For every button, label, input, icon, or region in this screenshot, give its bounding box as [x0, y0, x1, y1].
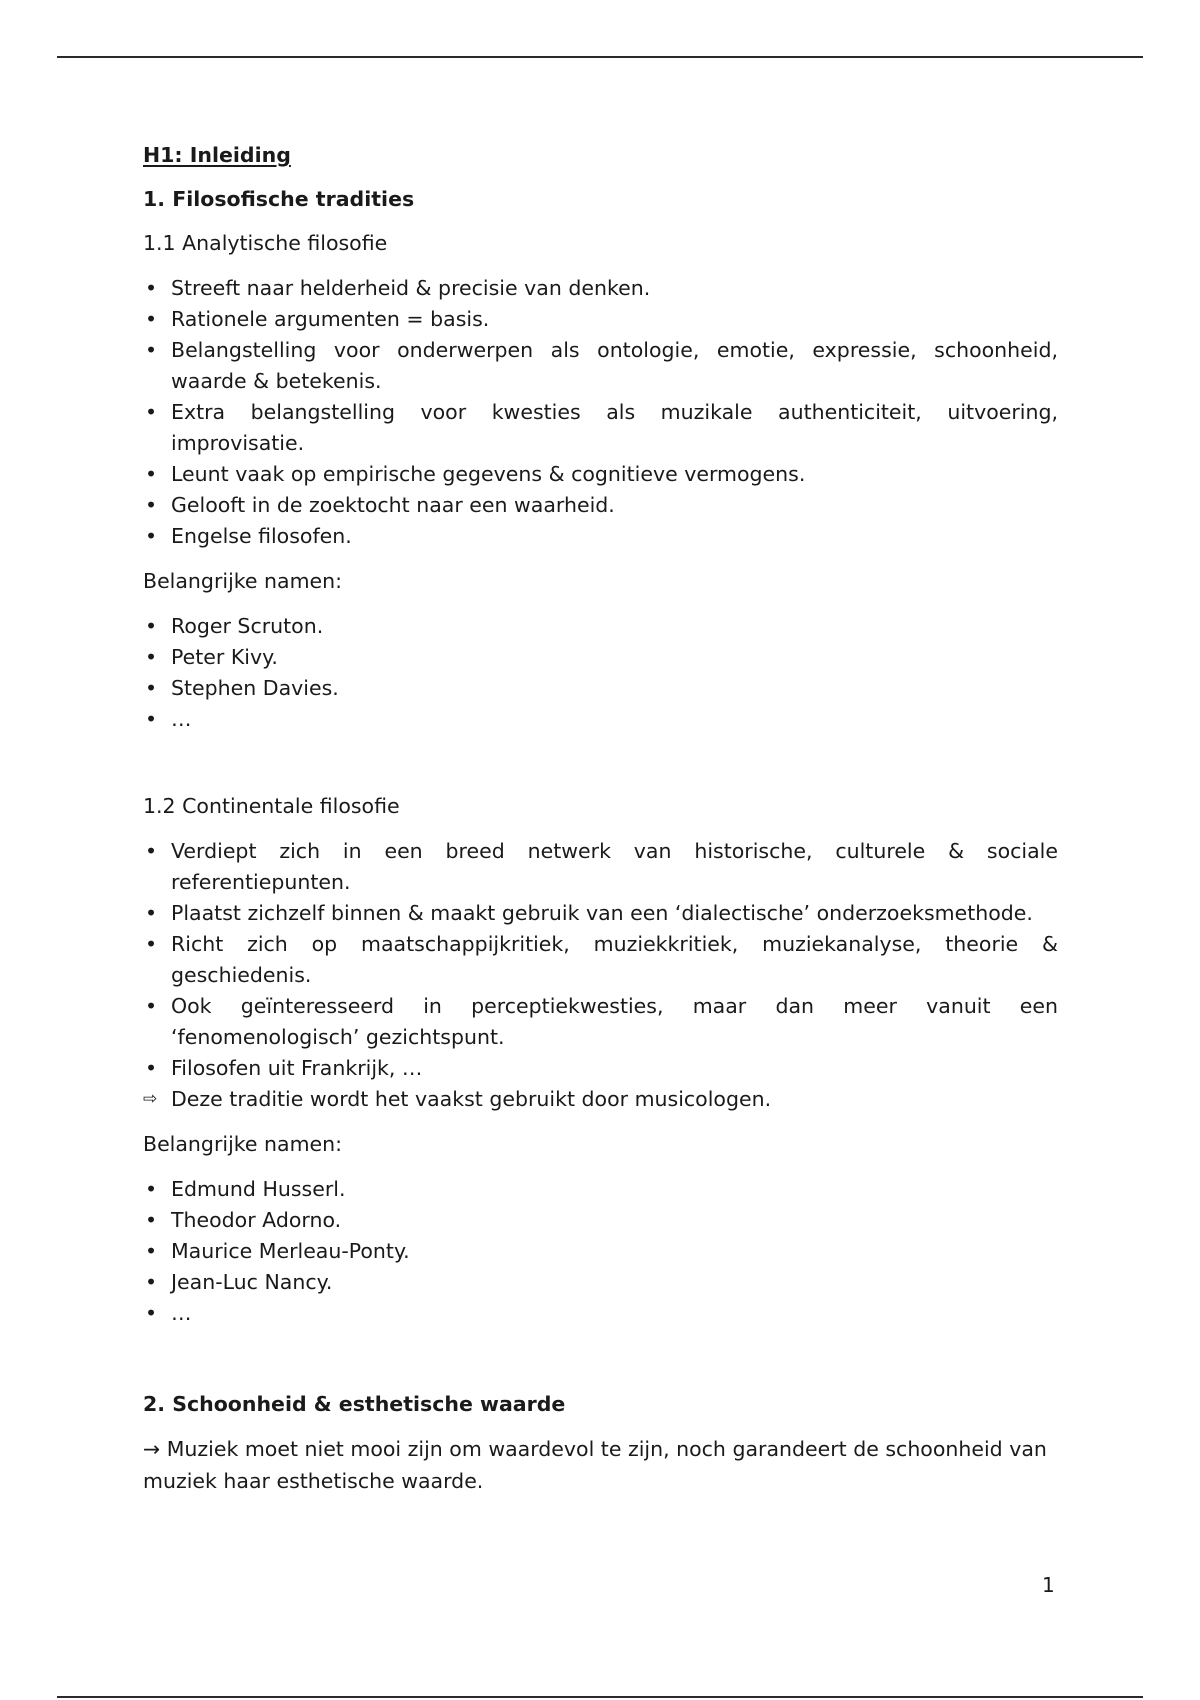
bullet-icon: • — [145, 676, 158, 700]
list-item: • … — [143, 704, 1058, 735]
list-item: • Theodor Adorno. — [143, 1205, 1058, 1236]
list-item: • Engelse filosofen. — [143, 521, 1058, 552]
bullet-icon: • — [145, 645, 158, 669]
bottom-rule — [57, 1696, 1143, 1698]
list-item: • Rationele argumenten = basis. — [143, 304, 1058, 335]
list-item: • Streeft naar helderheid & precisie van denken. — [143, 273, 1058, 304]
bullet-icon: • — [145, 901, 158, 925]
bullet-icon: • — [145, 400, 158, 424]
analytic-names-list — [143, 611, 1058, 735]
list-item: • Gelooft in de zoektocht naar een waarheid. — [143, 490, 1058, 521]
section-title-philosophical-traditions: 1. Filosofische tradities — [143, 187, 415, 211]
bullet-icon: • — [145, 1270, 158, 1294]
analytic-bullet-list — [143, 273, 1058, 552]
bullet-icon: • — [145, 1177, 158, 1201]
continental-names-label: Belangrijke namen: — [143, 1132, 343, 1156]
list-item: • Leunt vaak op empirische gegevens & cognitieve vermogens. — [143, 459, 1058, 490]
bullet-icon: • — [145, 1301, 158, 1325]
list-item: • Peter Kivy. — [143, 642, 1058, 673]
list-item: • Roger Scruton. — [143, 611, 1058, 642]
bullet-icon: • — [145, 1208, 158, 1232]
bullet-icon: • — [145, 614, 158, 638]
bullet-icon: • — [145, 1239, 158, 1263]
subsection-title-analytic: 1.1 Analytische filosofie — [143, 231, 388, 255]
document-body — [143, 140, 1058, 1497]
bullet-icon: • — [145, 338, 158, 362]
bullet-icon: • — [145, 932, 158, 956]
subsection-title-continental: 1.2 Continentale filosofie — [143, 794, 400, 818]
page-number: 1 — [1042, 1573, 1055, 1597]
bullet-icon: • — [145, 707, 158, 731]
list-item: • Stephen Davies. — [143, 673, 1058, 704]
list-item: • Filosofen uit Frankrijk, … — [143, 1053, 1058, 1084]
continental-bullet-list — [143, 836, 1058, 1084]
bullet-icon: • — [145, 307, 158, 331]
chapter-title: H1: Inleiding — [143, 143, 291, 167]
top-rule — [57, 56, 1143, 58]
list-item: • Jean-Luc Nancy. — [143, 1267, 1058, 1298]
list-item: • Maurice Merleau-Ponty. — [143, 1236, 1058, 1267]
bullet-icon: • — [145, 839, 158, 863]
analytic-names-label: Belangrijke namen: — [143, 569, 343, 593]
right-arrow-icon: ⇨ — [143, 1089, 158, 1109]
continental-names-list — [143, 1174, 1058, 1329]
bullet-icon: • — [145, 276, 158, 300]
list-item: • Edmund Husserl. — [143, 1174, 1058, 1205]
bullet-icon: • — [145, 493, 158, 517]
section-title-beauty-aesthetic-value: 2. Schoonheid & esthetische waarde — [143, 1392, 566, 1416]
list-item: • Belangstelling voor onderwerpen als ontologie, emotie, expressie, schoonheid, waarde & betekenis. — [143, 335, 1058, 397]
list-item: • … — [143, 1298, 1058, 1329]
beauty-paragraph: → Muziek moet niet mooi zijn om waardevol te zijn, noch garandeert de schoonheid van muziek haar esthetische waarde. — [143, 1437, 1047, 1493]
bullet-icon: • — [145, 524, 158, 548]
list-item: • Verdiept zich in een breed netwerk van historische, culturele & sociale referentiepunten. — [143, 836, 1058, 898]
bullet-icon: • — [145, 1056, 158, 1080]
list-item: • Richt zich op maatschappijkritiek, muziekkritiek, muziekanalyse, theorie & geschiedenis. — [143, 929, 1058, 991]
bullet-icon: • — [145, 462, 158, 486]
list-item: • Ook geïnteresseerd in perceptiekwesties, maar dan meer vanuit een ‘fenomenologisch’ gezichtspunt. — [143, 991, 1058, 1053]
bullet-icon: • — [145, 994, 158, 1018]
list-item: • Plaatst zichzelf binnen & maakt gebruik van een ‘dialectische’ onderzoeksmethode. — [143, 898, 1058, 929]
list-item: • Extra belangstelling voor kwesties als muzikale authenticiteit, uitvoering, improvisatie. — [143, 397, 1058, 459]
continental-conclusion: ⇨ Deze traditie wordt het vaakst gebruikt door musicologen. — [143, 1084, 1058, 1115]
